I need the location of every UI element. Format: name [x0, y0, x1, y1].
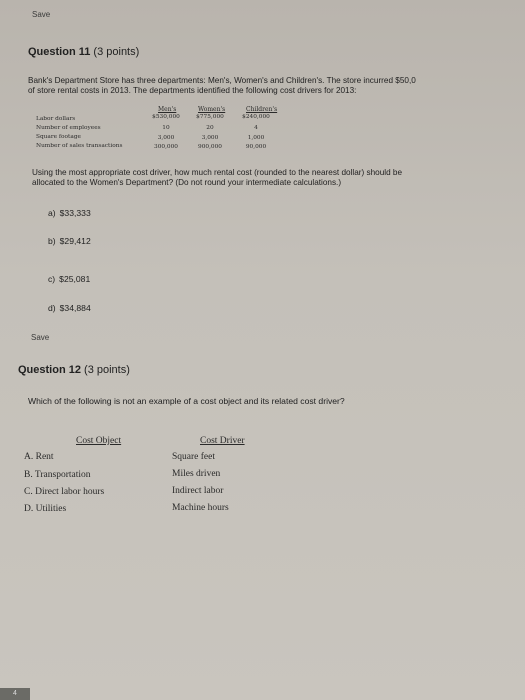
question-11-label: Question 11 [28, 46, 91, 58]
question-12-points: (3 points) [84, 364, 130, 376]
option-letter: d) [48, 303, 56, 313]
option-letter: a) [48, 208, 56, 218]
cost-driver-b: Miles driven [172, 469, 221, 479]
option-text: $34,884 [59, 303, 91, 313]
cost-object-b[interactable]: B. Transportation [24, 470, 91, 480]
cost-driver-a: Square feet [172, 452, 215, 462]
table-cell: $775,000 [196, 114, 224, 120]
table-cell: $530,000 [152, 114, 180, 120]
table-row-label: Square footage [36, 134, 81, 140]
table-header-childrens: Children's [246, 106, 278, 113]
cost-driver-d: Machine hours [172, 503, 229, 513]
option-text: $29,412 [59, 236, 91, 246]
table-cell: 300,000 [154, 144, 178, 150]
save-link-question-11[interactable]: Save [31, 333, 50, 342]
option-letter: b) [48, 236, 56, 246]
table-row-label: Labor dollars [36, 116, 76, 122]
question-11-para1-line1: Bank's Department Store has three departments: Men's, Women's and Children's. The store incurred $50,0 [28, 76, 416, 85]
answer-option-b[interactable] [48, 236, 91, 246]
option-text: $25,081 [59, 274, 91, 284]
question-11-paragraph-2 [32, 168, 525, 188]
cost-object-c[interactable]: C. Direct labor hours [24, 487, 105, 497]
cost-driver-header: Cost Driver [200, 436, 245, 446]
cost-driver-c: Indirect labor [172, 486, 224, 496]
question-11-para2-line2: allocated to the Women's Department? (Do not round your intermediate calculations.) [32, 178, 342, 187]
answer-option-c[interactable] [48, 274, 90, 284]
answer-option-a[interactable] [48, 208, 91, 218]
table-cell: $240,000 [242, 114, 270, 120]
table-row-label: Number of employees [36, 125, 101, 131]
question-12-text: Which of the following is not an example of a cost object and its related cost driver? [28, 396, 345, 406]
table-cell: 4 [254, 125, 258, 131]
question-11-title [28, 46, 139, 58]
question-11-para2-line1: Using the most appropriate cost driver, how much rental cost (rounded to the nearest dollar) should be [32, 168, 402, 177]
table-cell: 3,000 [201, 135, 219, 141]
option-text: $33,333 [59, 208, 91, 218]
question-11-paragraph-1 [28, 76, 525, 96]
cost-object-header: Cost Object [76, 436, 122, 446]
table-cell: 90,000 [245, 144, 267, 150]
option-letter: c) [48, 274, 56, 284]
cost-object-d[interactable]: D. Utilities [24, 504, 67, 514]
question-11-para1-line2: of store rental costs in 2013. The departments identified the following cost drivers for 2013: [28, 86, 357, 95]
table-cell: 20 [206, 125, 214, 131]
question-12-title [18, 364, 130, 376]
table-row-label: Number of sales transactions [36, 143, 123, 149]
table-cell: 3,000 [157, 135, 175, 141]
save-link-top[interactable]: Save [32, 10, 51, 19]
table-header-mens: Men's [158, 106, 177, 113]
table-cell: 900,000 [198, 144, 222, 150]
question-11-points: (3 points) [93, 46, 140, 58]
table-cell: 10 [162, 125, 170, 131]
cost-object-a[interactable]: A. Rent [24, 452, 54, 462]
page-number-tab: 4 [0, 688, 30, 700]
question-12-label: Question 12 [18, 364, 81, 376]
table-header-womens: Women's [198, 106, 226, 113]
table-cell: 1,000 [247, 135, 265, 141]
answer-option-d[interactable] [48, 303, 91, 313]
